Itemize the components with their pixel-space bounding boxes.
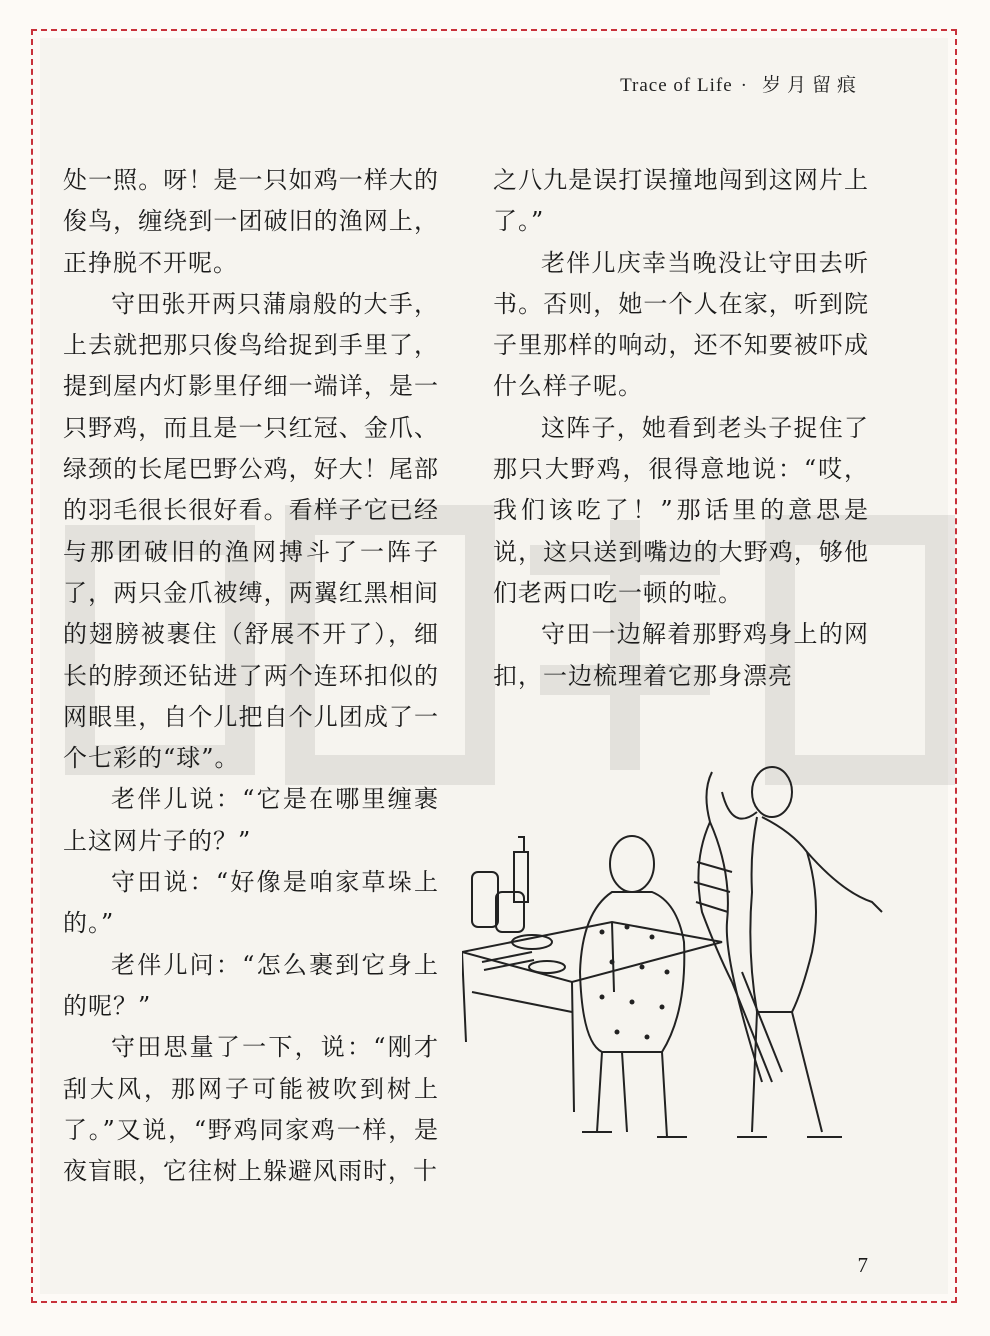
paragraph: 之八九是误打误撞地闯到这网片上了。” bbox=[493, 166, 869, 236]
running-header bbox=[620, 70, 862, 97]
paragraph: 守田思量了一下，说：“刚才刮大风，那网子可能被吹到树上了。”又说，“野鸡同家鸡一样，是夜盲眼，它往树上躲避风雨时，十 bbox=[63, 1033, 439, 1186]
paragraph: 这阵子，她看到老头子捉住了那只大野鸡，很得意地说：“哎，我们该吃了！”那话里的意思是说，这只送到嘴边的大野鸡，够他们老两口吃一顿的啦。 bbox=[493, 413, 869, 607]
paragraph: 老伴儿说：“它是在哪里缠裹上这网片子的？” bbox=[63, 785, 439, 855]
paragraph: 守田张开两只蒲扇般的大手，上去就把那只俊鸟给捉到手里了，提到屋内灯影里仔细一端详，是一只野鸡，而且是一只红冠、金爪、绿颈的长尾巴野公鸡，好大！尾部的羽毛很长很好看。看样子它已经与那团破旧的渔网搏斗了一阵子了，两只金爪被缚，两翼红黑相间的翅膀被裹住（舒展不开了），细长的脖颈还钻进了两个连环扣似的网眼里，自个儿把自个儿团成了一个七彩的“球”。 bbox=[63, 289, 439, 773]
couple-with-pheasant-illustration bbox=[462, 752, 902, 1152]
left-column bbox=[63, 160, 439, 1192]
right-column bbox=[493, 160, 869, 697]
paragraph: 守田一边解着那野鸡身上的网扣，一边梳理着它那身漂亮 bbox=[493, 620, 869, 690]
paragraph: 老伴儿庆幸当晚没让守田去听书。否则，她一个人在家，听到院子里那样的响动，还不知要被吓成什么样子呢。 bbox=[493, 248, 869, 401]
paragraph: 老伴儿问：“怎么裹到它身上的呢？” bbox=[63, 950, 439, 1020]
paragraph: 守田说：“好像是咱家草垛上的。” bbox=[63, 868, 439, 938]
header-title-en: Trace of Life bbox=[620, 75, 733, 96]
header-title-cn: 岁月留痕 bbox=[761, 75, 862, 96]
header-separator: · bbox=[740, 75, 748, 96]
paragraph: 处一照。呀！是一只如鸡一样大的俊鸟，缠绕到一团破旧的渔网上，正挣脱不开呢。 bbox=[63, 166, 439, 277]
page-number: 7 bbox=[857, 1253, 868, 1277]
